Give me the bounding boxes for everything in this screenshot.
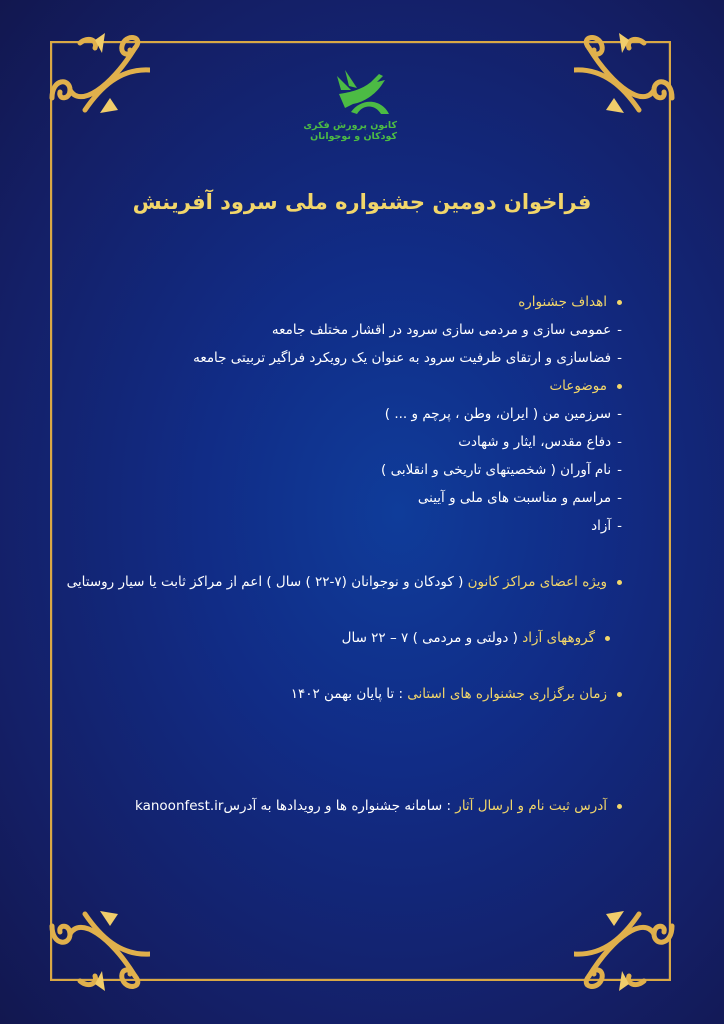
topic-item: -سرزمین من ( ایران، وطن ، پرچم و ... ) xyxy=(384,406,622,422)
topic-item: -مراسم و مناسبت های ملی و آیینی xyxy=(417,490,622,506)
goals-heading: اهداف جشنواره xyxy=(518,294,622,310)
bullet-icon xyxy=(617,692,622,697)
topic-item: -نام آوران ( شخصیتهای تاریخی و انقلابی ) xyxy=(381,462,622,478)
members-eligibility: ویژه اعضای مراکز کانون ( کودکان و نوجوانان (۷-۲۲ ) سال ) اعم از مراکز ثابت یا سیار روستایی xyxy=(67,574,622,590)
kanoon-bird-logo-icon xyxy=(331,68,393,120)
ornament-corner-top-right-icon xyxy=(574,28,684,118)
bullet-icon xyxy=(605,636,610,641)
bullet-icon xyxy=(617,804,622,809)
registration-address: آدرس ثبت نام و ارسال آثار : سامانه جشنواره ها و رویدادها به آدرسkanoonfest.ir xyxy=(135,798,622,814)
bullet-icon xyxy=(617,300,622,305)
schedule: زمان برگزاری جشنواره های استانی : تا پایان بهمن ۱۴۰۲ xyxy=(291,686,622,702)
gold-frame-border xyxy=(50,41,671,981)
kanoon-logo xyxy=(303,68,397,158)
bullet-icon xyxy=(617,580,622,585)
website-link[interactable]: kanoonfest.ir xyxy=(135,798,224,814)
logo-text-line2: کودکان و نوجوانان xyxy=(310,131,397,142)
topic-item: -آزاد xyxy=(591,518,622,534)
topics-heading: موضوعات xyxy=(549,378,622,394)
page-title: فراخوان دومین جشنواره ملی سرود آفرینش xyxy=(132,190,592,214)
ornament-corner-bottom-left-icon xyxy=(40,906,150,996)
goal-item: -فضاسازی و ارتقای ظرفیت سرود به عنوان یک رویکرد فراگیر تربیتی جامعه xyxy=(193,350,622,366)
topic-item: -دفاع مقدس، ایثار و شهادت xyxy=(458,434,622,450)
bullet-icon xyxy=(617,384,622,389)
logo-text-line1: کانون پرورش فکری xyxy=(303,120,397,131)
ornament-corner-top-left-icon xyxy=(40,28,150,118)
ornament-corner-bottom-right-icon xyxy=(574,906,684,996)
goal-item: -عمومی سازی و مردمی سازی سرود در اقشار مختلف جامعه xyxy=(271,322,622,338)
free-groups-eligibility: گروههای آزاد ( دولتی و مردمی ) ۷ – ۲۲ سال xyxy=(342,630,610,646)
